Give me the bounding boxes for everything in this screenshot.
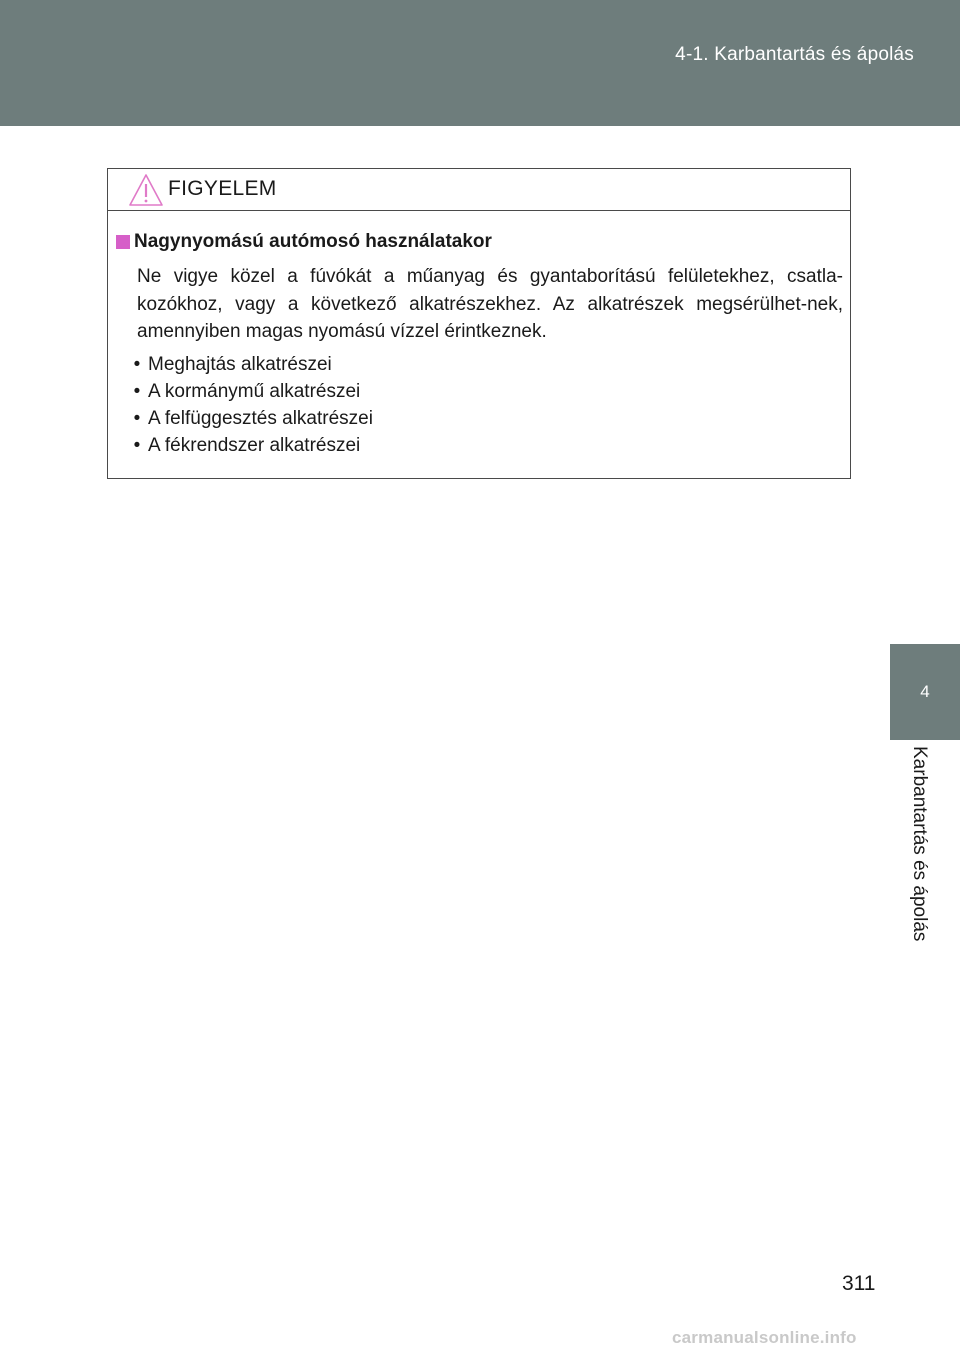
list-item	[126, 432, 373, 459]
bullet-icon: •	[133, 354, 141, 375]
watermark: carmanualsonline.info	[672, 1328, 857, 1347]
warning-box	[107, 168, 851, 479]
section-title: 4-1. Karbantartás és ápolás	[675, 44, 914, 65]
chapter-number: 4	[920, 682, 930, 701]
list-item	[126, 378, 373, 405]
list-item	[126, 405, 373, 432]
chapter-label: Karbantartás és ápolás	[909, 746, 930, 942]
list-item-text: A fékrendszer alkatrészei	[148, 435, 361, 456]
warning-heading: FIGYELEM	[168, 177, 277, 200]
list-item-text: A kormánymű alkatrészei	[148, 381, 361, 402]
header-band	[0, 0, 960, 126]
warning-header	[108, 169, 850, 211]
list-item-text: Meghajtás alkatrészei	[148, 354, 332, 375]
warning-triangle-icon	[128, 173, 164, 207]
bullet-icon: •	[133, 381, 141, 402]
square-bullet-icon	[116, 235, 130, 249]
chapter-tab	[890, 644, 960, 740]
page-number: 311	[842, 1272, 876, 1295]
list-item-text: A felfüggesztés alkatrészei	[148, 408, 373, 429]
list-item	[126, 351, 373, 378]
component-list	[126, 351, 373, 459]
bullet-icon: •	[133, 435, 141, 456]
bullet-icon: •	[133, 408, 141, 429]
subsection-title	[116, 231, 492, 253]
subsection-title-text: Nagynyomású autómosó használatakor	[134, 231, 492, 252]
warning-paragraph: Ne vigye közel a fúvókát a műanyag és gyantaborítású felületekhez, csatla-kozókhoz, vagy a következő alkatrészekhez. Az alkatrészek megsérülhet-nek, amennyiben magas nyomású vízzel érintkeznek.	[137, 266, 843, 342]
